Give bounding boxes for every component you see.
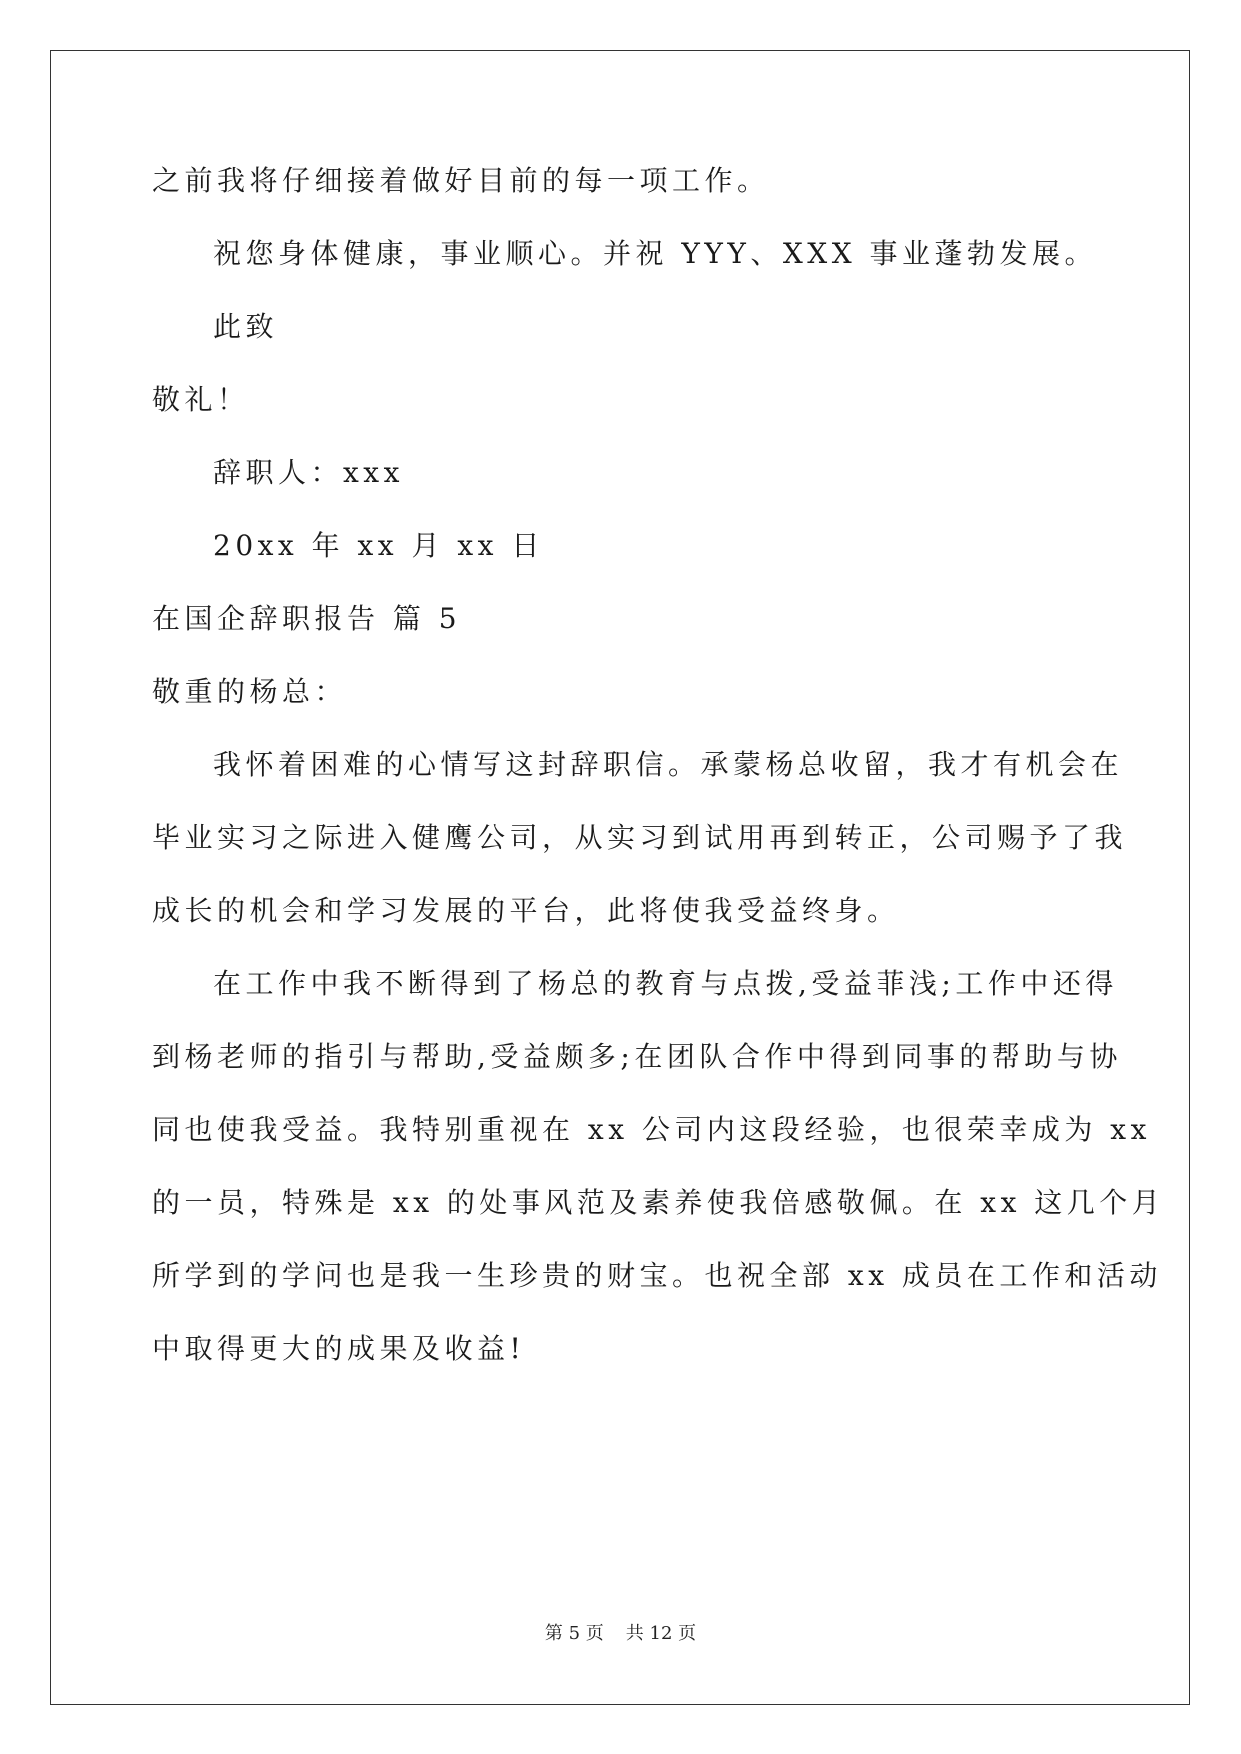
- body-line: 成长的机会和学习发展的平台，此将使我受益终身。: [152, 894, 900, 927]
- body-line: 毕业实习之际进入健鹰公司，从实习到试用再到转正，公司赐予了我: [152, 821, 1128, 854]
- page-total: 共 12 页: [625, 1623, 697, 1644]
- closing-salutation: 敬礼！: [152, 383, 250, 416]
- page-footer: [0, 1622, 1241, 1646]
- page-frame: [50, 50, 1190, 1705]
- greeting-line: 敬重的杨总：: [152, 675, 348, 708]
- body-line: 同也使我受益。我特别重视在 xx 公司内这段经验，也很荣幸成为 xx: [152, 1113, 1151, 1146]
- body-line: 中取得更大的成果及收益!: [152, 1332, 526, 1365]
- body-line: 在工作中我不断得到了杨总的教育与点拨,受益菲浅;工作中还得: [213, 967, 1118, 1000]
- page-number: 第 5 页: [544, 1623, 604, 1644]
- body-line: 我怀着困难的心情写这封辞职信。承蒙杨总收留，我才有机会在: [213, 748, 1124, 781]
- body-line: 的一员，特殊是 xx 的处事风范及素养使我倍感敬佩。在 xx 这几个月: [152, 1186, 1165, 1219]
- body-line: 所学到的学问也是我一生珍贵的财宝。也祝全部 xx 成员在工作和活动: [152, 1259, 1162, 1292]
- date-line: 20xx 年 xx 月 xx 日: [213, 529, 544, 562]
- signature-line: 辞职人：xxx: [213, 456, 404, 489]
- body-line: 祝您身体健康，事业顺心。并祝 YYY、XXX 事业蓬勃发展。: [213, 237, 1098, 270]
- body-line: 之前我将仔细接着做好目前的每一项工作。: [152, 164, 770, 197]
- body-line: 此致: [213, 310, 279, 343]
- section-title: 在国企辞职报告 篇 5: [152, 602, 462, 635]
- body-line: 到杨老师的指引与帮助,受益颇多;在团队合作中得到同事的帮助与协: [152, 1040, 1122, 1073]
